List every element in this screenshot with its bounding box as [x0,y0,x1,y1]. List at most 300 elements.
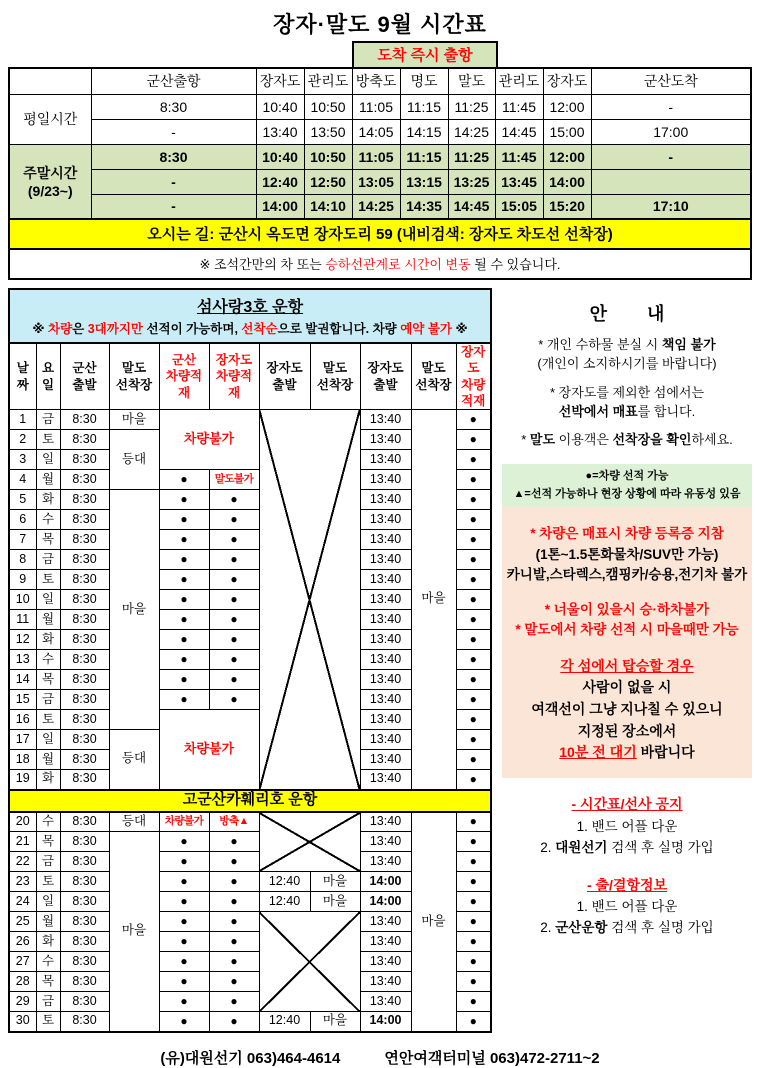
text-segment: 사람이 없을 시 [582,679,672,696]
text-segment: ● [180,933,188,948]
table-cell [209,510,259,530]
text-segment: 차량 [48,322,73,336]
table-cell [360,812,411,832]
text-segment: ● [469,913,477,928]
table-cell [209,972,259,992]
band-notice-departure [502,875,752,940]
text-segment: 날 [16,361,29,376]
table-cell [360,892,411,912]
table-cell [36,730,60,750]
band-notice-schedule [502,794,752,859]
table-cell [60,932,109,952]
table-cell [456,892,491,912]
table-cell [448,194,495,219]
text-segment: 12:00 [549,148,585,165]
text-segment: (9/23~) [27,183,73,200]
text-segment: 13:40 [369,591,402,606]
table-cell [456,510,491,530]
text-segment: 차량적재 [165,369,203,400]
text-segment: 짜 [16,377,29,392]
text-segment: 군산도착 [643,73,698,90]
table-cell [209,670,259,690]
text-segment: 수 [41,953,55,968]
text-segment: 8:30 [72,571,97,586]
text-segment: 5 [19,491,27,506]
table-cell [448,144,495,169]
text-segment: 8:30 [72,993,97,1008]
text-segment: 8:30 [72,973,97,988]
text-segment: 11:25 [454,98,489,115]
text-segment: 선착순 [241,322,278,336]
text-segment: 선착장을 확인 [612,432,692,448]
text-segment: 금 [41,411,55,426]
table-cell [304,194,352,219]
text-segment: 바랍니다 [636,744,695,761]
table-cell [591,194,751,219]
text-segment: 카니발,스타렉스,캠핑카/승용,전기차 불가 [506,566,748,582]
text-segment: 13:40 [369,933,402,948]
table-cell [36,972,60,992]
text-segment: 14:05 [358,123,394,140]
table-cell [456,450,491,470]
table-cell [456,430,491,450]
table-cell [256,169,304,194]
table-cell [159,1012,209,1032]
table-cell [456,550,491,570]
table-cell [9,410,36,430]
text-segment: 승하선관계로 시간이 변동 [325,257,471,272]
text-segment: 12:50 [310,173,346,190]
table-cell [109,410,159,430]
table-cell [209,912,259,932]
table-cell [9,690,36,710]
table-cell [36,650,60,670]
text-segment: ● [469,551,477,566]
text-segment: ● [230,933,238,948]
text-segment: 18 [15,751,30,766]
table-cell [36,490,60,510]
table-cell [209,550,259,570]
table-cell [36,670,60,690]
text-segment: 13:40 [369,751,402,766]
table-cell [109,832,159,1032]
table-cell [36,812,60,832]
text-segment: ●=차량 선적 가능 [585,470,669,483]
text-segment: ● [180,953,188,968]
text-segment: 마을 [121,411,147,426]
table-cell [60,570,109,590]
text-segment: 1. 밴드 어플 다운 [576,899,678,915]
table-cell [543,94,591,119]
table-cell [360,630,411,650]
text-segment: ● [469,531,477,546]
table-cell [352,144,400,169]
table-cell [9,94,91,144]
table-cell [60,690,109,710]
text-segment: 마을 [322,873,348,888]
text-segment: 6 [19,511,27,526]
text-segment: ● [469,411,477,426]
text-segment: 목 [41,671,55,686]
text-segment: 8:30 [72,451,97,466]
vehicle-notice-box [502,507,752,778]
text-segment: - 출/결항정보 [586,876,668,893]
text-segment: ● [230,973,238,988]
text-segment: ● [230,511,238,526]
text-segment: 일 [41,591,55,606]
table-cell [60,470,109,490]
text-segment: 차량적재 [461,377,486,408]
text-segment: ● [180,973,188,988]
text-segment: ● [180,571,188,586]
table-cell [9,144,91,219]
table-cell [36,952,60,972]
table-cell [456,470,491,490]
text-segment: 15:05 [501,198,537,215]
text-segment: 8:30 [72,711,97,726]
table-cell [591,119,751,144]
text-segment: 각 섬에서 탑승할 경우 [560,657,694,674]
table-cell [209,872,259,892]
text-segment: ● [469,591,477,606]
table-cell [259,343,310,410]
text-segment: 3 [19,451,27,466]
table-cell [495,169,543,194]
table-cell [9,610,36,630]
text-segment: 이용객은 [555,432,613,448]
table-cell [456,670,491,690]
table-cell [36,892,60,912]
table-cell [360,992,411,1012]
text-segment: ● [469,611,477,626]
table-cell [159,832,209,852]
table-cell [9,470,36,490]
text-segment: 13:40 [369,471,402,486]
table-cell [209,852,259,872]
table-cell [9,650,36,670]
table-cell [456,972,491,992]
text-segment: ● [469,691,477,706]
text-segment: 13:40 [369,973,402,988]
table-cell [456,872,491,892]
text-segment: 등대 [121,813,147,828]
table-cell [304,94,352,119]
text-segment: 1. 밴드 어플 다운 [576,818,678,834]
text-segment: ● [180,833,188,848]
table-cell [352,94,400,119]
table-cell [60,510,109,530]
table-cell [360,430,411,450]
table-cell [9,530,36,550]
text-segment: 마을 [421,913,446,928]
text-segment: 12:40 [268,873,301,888]
table-cell [109,343,159,410]
vehicle-rules [502,524,752,585]
text-segment: 8:30 [159,148,188,165]
table-cell [360,590,411,610]
text-segment: * [521,432,530,448]
text-segment: 방축도 [355,73,397,90]
text-segment: 검색 후 실명 가입 [607,920,714,936]
text-segment: 13:45 [501,173,537,190]
text-segment: ● [469,1013,477,1028]
table-cell [91,94,256,119]
text-segment: 14:15 [406,123,442,140]
text-segment: 수 [41,813,55,828]
text-segment: 검색 후 실명 가입 [607,839,714,855]
table-cell [352,68,400,94]
text-segment: 장자도 [259,73,301,90]
text-segment: 17 [15,731,30,746]
table-cell [411,812,456,1032]
text-segment: 14 [15,671,30,686]
table-cell [109,490,159,730]
table-cell [36,450,60,470]
text-segment: ● [230,873,238,888]
table-cell [159,410,259,470]
table-cell [360,410,411,430]
table-cell [60,530,109,550]
text-segment: 8:30 [72,853,97,868]
text-segment: 마을 [322,1013,348,1028]
text-segment: 23 [15,873,30,888]
table-cell [591,144,751,169]
text-segment: 화 [41,631,55,646]
text-segment: 관리도 [498,73,540,90]
table-cell [400,144,448,169]
text-segment: ● [230,1013,238,1028]
text-segment: 화 [41,491,55,506]
table-cell [456,410,491,430]
table-cell [543,68,591,94]
table-cell [60,770,109,790]
maldo-note [502,431,752,450]
contact-terminal: 연안여객터미널 063)472-2711~2 [384,1049,600,1067]
table-cell [36,630,60,650]
table-row [9,68,751,94]
text-segment: 마을 [322,893,348,908]
text-segment: ※ [32,322,48,336]
text-segment: 8 [19,551,27,566]
text-segment: ● [230,591,238,606]
text-segment: 말도 [121,361,147,376]
text-segment: 선적이 가능하며, [142,322,242,336]
table-cell [256,194,304,219]
surf-rules [502,600,752,641]
table-cell [60,1012,109,1032]
table-cell [456,812,491,832]
table-cell [360,650,411,670]
text-segment: - [668,98,674,115]
text-segment: ● [230,993,238,1008]
table-cell [591,68,751,94]
text-segment: 8:30 [72,691,97,706]
text-segment: ● [230,671,238,686]
table-cell [360,932,411,952]
text-segment: 13:40 [369,491,402,506]
text-segment: 관리도 [307,73,349,90]
text-segment: 등대 [121,751,147,766]
table-cell [159,530,209,550]
main-content [8,288,752,1033]
text-segment: ● [469,711,477,726]
text-segment: 평일시간 [23,111,78,127]
info-heading: 안 내 [589,304,665,324]
table-row [9,119,751,144]
text-segment: 월 [41,471,55,486]
text-segment: 3대까지만 [87,322,143,336]
text-segment: 13:40 [369,451,402,466]
band2-title [502,875,752,897]
text-segment: ● [230,953,238,968]
text-segment: 12:40 [262,173,298,190]
table-cell [456,750,491,770]
text-segment: 8:30 [72,893,97,908]
text-segment: 15:20 [549,198,585,215]
text-segment: ● [180,993,188,1008]
text-segment: 선착장 [316,377,354,392]
table-cell [60,590,109,610]
text-segment: 금 [41,853,55,868]
text-segment: 말도불가 [214,472,254,485]
text-segment: 장자도 [546,73,588,90]
text-segment: 8:30 [72,491,97,506]
table-cell [209,530,259,550]
text-segment: (1톤~1.5톤화물차/SUV만 가능) [535,546,719,562]
table-cell [9,730,36,750]
table-row [9,343,491,410]
text-segment: ● [230,893,238,908]
text-segment: - 시간표/선사 공지 [571,796,683,813]
table-cell [360,872,411,892]
text-segment: 11:45 [502,98,536,115]
table-cell [310,1012,360,1032]
text-segment: 17:00 [653,123,689,140]
text-segment: 마을 [421,591,446,606]
table-cell [400,194,448,219]
text-segment: 13:40 [369,511,402,526]
table-cell [456,932,491,952]
table-cell [360,730,411,750]
table-cell [456,570,491,590]
table-cell [9,1012,36,1032]
text-segment: 11 [16,611,30,626]
table-cell [352,194,400,219]
text-segment: 차량불가 [183,741,235,757]
text-segment: 군산출항 [146,73,201,90]
text-segment: ● [469,731,477,746]
table-cell [456,730,491,750]
table-cell [60,952,109,972]
text-segment: 선박에서 매표 [558,403,638,419]
table-cell [91,68,256,94]
text-segment: 말도 [322,361,348,376]
text-segment: 12:40 [268,1013,301,1028]
section1-title: 섬사랑3호 운항 [196,299,304,316]
table-cell [209,992,259,1012]
table-cell [60,852,109,872]
table-cell [9,892,36,912]
table-cell [411,410,456,790]
table-cell [304,68,352,94]
text-segment: 8:30 [72,833,97,848]
table-cell [259,410,360,790]
table-cell [36,550,60,570]
text-segment: ● [180,873,188,888]
text-segment: 일 [41,893,55,908]
text-segment: 2. [540,839,556,855]
text-segment: 13:40 [369,853,402,868]
table-cell [159,932,209,952]
table-cell [60,410,109,430]
text-segment: 선착장 [115,377,153,392]
table-cell [60,630,109,650]
table-cell [360,770,411,790]
table-cell [256,144,304,169]
band1-title [502,794,752,816]
info-panel [492,288,752,939]
text-segment: - [668,148,674,165]
text-segment: 8:30 [72,953,97,968]
table-cell [360,750,411,770]
text-segment: 13:40 [369,913,402,928]
text-segment: ● [180,631,188,646]
table-cell [259,872,310,892]
text-segment: 차량적재 [215,369,253,400]
text-segment: ● [180,1013,188,1028]
text-segment: ● [469,451,477,466]
table-cell [9,510,36,530]
table-cell [91,119,256,144]
text-segment: 14:00 [549,173,585,190]
text-segment: 13:40 [369,571,402,586]
table-cell [159,610,209,630]
daily-schedule-table [8,342,492,1033]
text-segment: 10분 전 대기 [559,744,637,761]
text-segment: ● [230,853,238,868]
table-cell [456,530,491,550]
text-segment: (개인이 소지하시기를 바랍니다) [537,355,717,371]
table-cell [304,119,352,144]
table-row [9,169,751,194]
table-cell [60,872,109,892]
table-cell [159,852,209,872]
table-cell [456,343,491,410]
text-segment: 13 [15,651,30,666]
table-cell [60,450,109,470]
table-cell [9,68,91,94]
table-cell [9,430,36,450]
text-segment: 명도 [410,73,438,90]
text-segment: * 차량은 매표시 차량 등록증 지참 [530,526,724,542]
text-segment: * 말도에서 차량 선적 시 마을때만 가능 [515,622,739,638]
text-segment: 13:40 [369,833,402,848]
table-row [9,790,491,812]
text-segment: 8:30 [72,551,97,566]
table-cell [360,1012,411,1032]
table-cell [360,852,411,872]
table-cell [9,570,36,590]
table-cell [9,790,491,812]
text-segment: 27 [15,953,30,968]
text-segment: ● [180,671,188,686]
text-segment: - [171,173,176,190]
text-segment: 13:15 [406,173,442,190]
table-row [9,812,491,832]
table-cell [159,912,209,932]
table-cell [256,119,304,144]
table-cell [209,343,259,410]
